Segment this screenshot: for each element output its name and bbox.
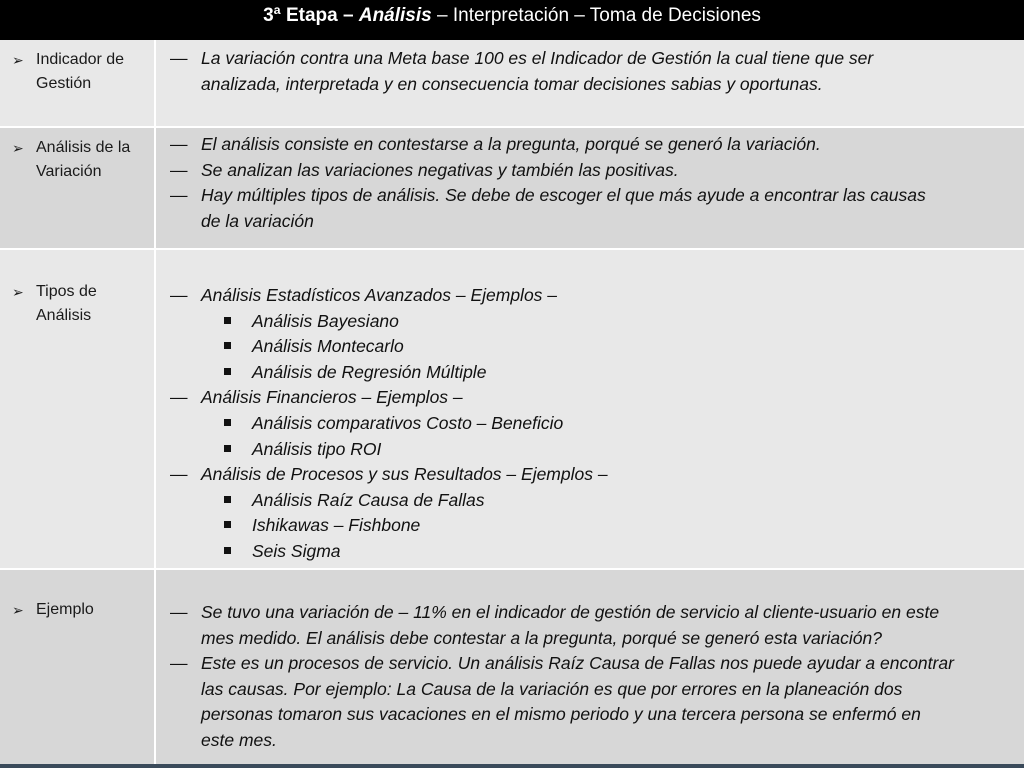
row-label	[12, 598, 154, 622]
square-bullet-icon	[224, 445, 231, 452]
sub-item	[170, 360, 1012, 386]
line-text: Se tuvo una variación de – 11% en el indicador de gestión de servicio al cliente-usuario en este	[201, 602, 940, 622]
row-label-cell	[0, 40, 156, 126]
line-text: Análisis Raíz Causa de Fallas	[252, 489, 485, 510]
dash-line	[170, 132, 1012, 158]
continuation-line	[170, 728, 1012, 754]
bottom-bar	[0, 764, 1024, 768]
line-text: La variación contra una Meta base 100 es el Indicador de Gestión la cual tiene que ser	[201, 48, 874, 68]
line-text: El análisis consiste en contestarse a la pregunta, porqué se generó la variación.	[201, 134, 821, 154]
group-title	[170, 385, 1012, 411]
row-tipos-analisis	[0, 250, 1024, 570]
line-text: Análisis tipo ROI	[252, 438, 382, 459]
title-prefix: 3ª Etapa –	[263, 5, 359, 26]
row-label	[12, 280, 154, 328]
row-analisis-variacion	[0, 128, 1024, 250]
square-bullet-icon	[224, 368, 231, 375]
row-content	[170, 46, 1012, 97]
line-text: este mes.	[201, 729, 277, 750]
dash-bullet-icon: —	[170, 464, 188, 485]
line-text: Ishikawas – Fishbone	[252, 515, 421, 536]
sub-item	[170, 513, 1012, 539]
line-text: Análisis comparativos Costo – Beneficio	[252, 412, 564, 433]
sub-item	[170, 309, 1012, 335]
row-label-cell	[0, 570, 156, 768]
dash-line	[170, 183, 1012, 209]
square-bullet-icon	[224, 342, 231, 349]
line-text: Este es un procesos de servicio. Un análisis Raíz Causa de Fallas nos puede ayudar a encontrar	[201, 653, 954, 674]
arrow-bullet-icon: ➢	[12, 140, 24, 156]
dash-line	[170, 158, 1012, 184]
row-content	[170, 600, 1012, 754]
row-label-cell	[0, 250, 156, 568]
line-text: Seis Sigma	[252, 540, 341, 561]
square-bullet-icon	[224, 419, 231, 426]
dash-bullet-icon: —	[170, 602, 188, 622]
line-text: de la variación	[201, 210, 314, 231]
row-ejemplo	[0, 570, 1024, 768]
title-emphasis: Análisis	[358, 5, 432, 26]
dash-bullet-icon: —	[170, 387, 188, 408]
line-text: Análisis Financieros – Ejemplos –	[201, 387, 463, 408]
dash-line	[170, 600, 1012, 626]
dash-line	[170, 651, 1012, 677]
dash-bullet-icon: —	[170, 653, 188, 674]
dash-bullet-icon: —	[170, 48, 188, 68]
label-line-2: Gestión	[36, 75, 92, 92]
dash-bullet-icon: —	[170, 159, 188, 180]
line-text: Análisis de Procesos y sus Resultados – Ejemplos –	[201, 464, 608, 485]
slide-title	[0, 0, 1024, 40]
square-bullet-icon	[224, 521, 231, 528]
line-text: Análisis Montecarlo	[252, 336, 404, 357]
sub-item	[170, 488, 1012, 514]
line-text: Se analizan las variaciones negativas y también las positivas.	[201, 159, 679, 180]
group-title	[170, 462, 1012, 488]
row-indicador-gestion	[0, 40, 1024, 128]
label-line-2: Análisis	[36, 307, 92, 324]
line-text: mes medido. El análisis debe contestar a la pregunta, porqué se generó esta variación?	[201, 627, 882, 648]
arrow-bullet-icon: ➢	[12, 602, 24, 618]
sub-item	[170, 539, 1012, 565]
line-text: las causas. Por ejemplo: La Causa de la variación es que por errores en la planeación dos	[201, 678, 903, 699]
sub-item	[170, 334, 1012, 360]
square-bullet-icon	[224, 547, 231, 554]
square-bullet-icon	[224, 496, 231, 503]
line-text: Análisis de Regresión Múltiple	[252, 361, 487, 382]
line-text: Hay múltiples tipos de análisis. Se debe de escoger el que más ayude a encontrar las causas	[201, 185, 926, 206]
label-line-1: Indicador de	[36, 51, 125, 68]
continuation-line	[170, 626, 1012, 652]
label-line-1: Ejemplo	[36, 601, 94, 618]
line-text: personas tomaron sus vacaciones en el mismo periodo y una tercera persona se enfermó en	[201, 704, 921, 725]
row-label-cell	[0, 128, 156, 248]
label-line-2: Variación	[36, 163, 102, 180]
line-text: analizada, interpretada y en consecuencia tomar decisiones sabias y oportunas.	[201, 73, 823, 94]
continuation-line	[170, 677, 1012, 703]
square-bullet-icon	[224, 317, 231, 324]
arrow-bullet-icon: ➢	[12, 52, 24, 68]
row-content	[170, 132, 1012, 234]
line-text: Análisis Bayesiano	[252, 310, 399, 331]
continuation-line	[170, 209, 1012, 235]
title-suffix: – Interpretación – Toma de Decisiones	[431, 5, 761, 26]
dash-bullet-icon: —	[170, 134, 188, 154]
dash-bullet-icon: —	[170, 185, 188, 206]
continuation-line	[170, 72, 1012, 98]
sub-item	[170, 411, 1012, 437]
dash-bullet-icon: —	[170, 285, 188, 305]
label-line-1: Tipos de	[36, 283, 97, 300]
row-label	[12, 136, 154, 184]
label-line-1: Análisis de la	[36, 139, 131, 156]
arrow-bullet-icon: ➢	[12, 284, 24, 300]
dash-line	[170, 46, 1012, 72]
line-text: Análisis Estadísticos Avanzados – Ejemplos –	[201, 285, 558, 305]
sub-item	[170, 437, 1012, 463]
row-content	[170, 283, 1012, 565]
group-title	[170, 283, 1012, 309]
continuation-line	[170, 702, 1012, 728]
row-label	[12, 48, 154, 96]
